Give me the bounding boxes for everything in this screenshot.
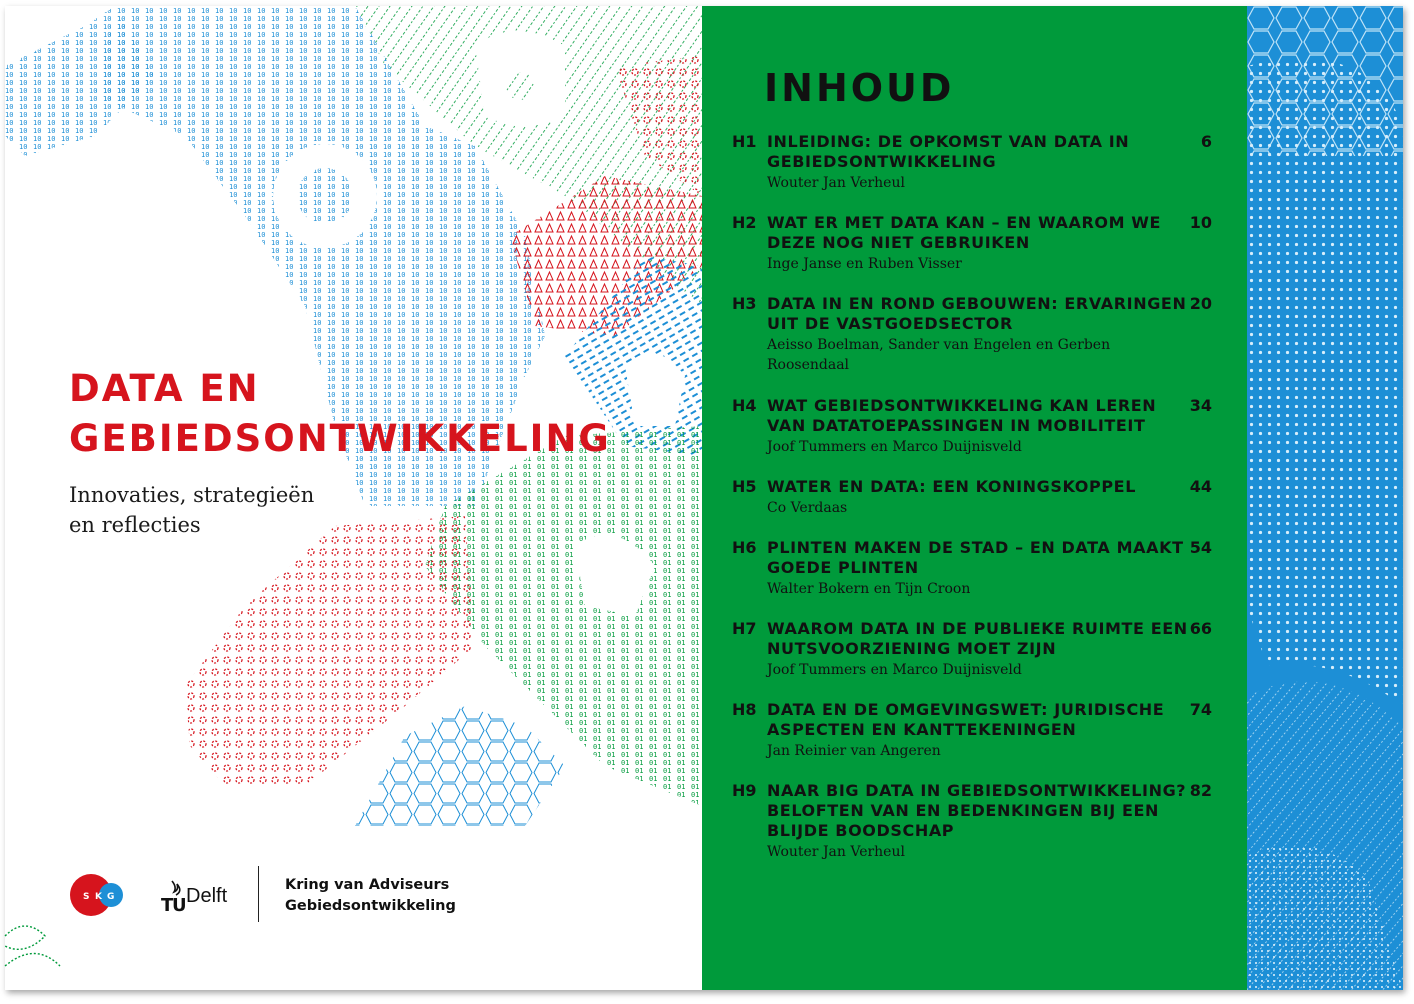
toc-page-number: 10 — [1189, 213, 1212, 232]
next-page-blue-strip — [1247, 6, 1403, 990]
toc-chapter-title — [767, 538, 1184, 578]
toc-chapter-title-line: WAT GEBIEDSONTWIKKELING KAN LEREN — [767, 396, 1157, 415]
toc-chapter-title — [767, 700, 1167, 740]
cover-title — [69, 364, 611, 464]
toc-chapter-title-line: WAT ER MET DATA KAN – EN WAAROM WE — [767, 213, 1162, 232]
toc-chapter-author-line: Aeisso Boelman, Sander van Engelen en Gerben — [767, 337, 1111, 353]
toc-chapter-author-line: Jan Reinier van Angeren — [767, 743, 941, 759]
tudelft-flame-icon — [161, 879, 187, 916]
toc-chapter-author — [767, 660, 1022, 680]
toc-page-number: 66 — [1189, 619, 1212, 638]
toc-chapter-title-line: BLIJDE BOODSCHAP — [767, 821, 955, 840]
toc-chapter-number: H1 — [732, 132, 757, 151]
blue-strip-pattern — [1247, 6, 1403, 990]
toc-chapter-author — [767, 842, 905, 862]
skg-letter-s: S — [83, 892, 90, 902]
toc-chapter-title — [767, 213, 1167, 253]
toc-chapter-author — [767, 579, 970, 599]
toc-chapter-author — [767, 498, 847, 518]
toc-chapter-title-line: NUTSVOORZIENING MOET ZIJN — [767, 639, 1057, 658]
toc-page-number: 74 — [1189, 700, 1212, 719]
toc-chapter-title-line: DATA IN EN ROND GEBOUWEN: ERVARINGEN — [767, 294, 1187, 313]
toc-list — [702, 6, 1247, 990]
toc-chapter-number: H9 — [732, 781, 757, 800]
toc-chapter-number: H4 — [732, 396, 757, 415]
toc-chapter-number: H7 — [732, 619, 757, 638]
cover-title-line-1: DATA EN — [69, 367, 260, 410]
toc-chapter-author — [767, 335, 1110, 375]
toc-chapter-title-line: ASPECTEN EN KANTTEKENINGEN — [767, 720, 1077, 739]
toc-chapter-author-line: Joof Tummers en Marco Duijnisveld — [767, 439, 1022, 455]
toc-chapter-number: H5 — [732, 477, 757, 496]
toc-chapter-author-line: Walter Bokern en Tijn Croon — [767, 581, 971, 597]
toc-chapter-author — [767, 437, 1022, 457]
toc-chapter-title — [767, 396, 1167, 436]
skg-logo — [69, 872, 129, 918]
toc-heading: INHOUD — [764, 66, 955, 110]
toc-chapter-title-line: DATA EN DE OMGEVINGSWET: JURIDISCHE — [767, 700, 1165, 719]
toc-page-number: 54 — [1189, 538, 1212, 557]
toc-page-number: 34 — [1189, 396, 1212, 415]
publisher-logos — [69, 864, 489, 928]
cover-subtitle — [69, 480, 314, 540]
cover-subtitle-line-1: Innovaties, strategieën — [69, 483, 315, 507]
toc-chapter-title-line: PLINTEN MAKEN DE STAD – EN DATA MAAKT — [767, 538, 1184, 557]
toc-chapter-title — [767, 132, 1167, 172]
toc-page-number: 44 — [1189, 477, 1212, 496]
toc-chapter-author-line: Wouter Jan Verheul — [767, 175, 905, 191]
toc-chapter-author-line: Inge Janse en Ruben Visser — [767, 256, 962, 272]
cover-subtitle-line-2: en reflecties — [69, 513, 201, 537]
toc-chapter-author-line: Joof Tummers en Marco Duijnisveld — [767, 662, 1022, 678]
toc-panel — [702, 6, 1247, 990]
toc-chapter-title-line: WATER EN DATA: EEN KONINGSKOPPEL — [767, 477, 1136, 496]
toc-chapter-number: H3 — [732, 294, 757, 313]
toc-page-number: 20 — [1189, 294, 1212, 313]
toc-chapter-number: H2 — [732, 213, 757, 232]
toc-chapter-title-line: INLEIDING: DE OPKOMST VAN DATA IN — [767, 132, 1130, 151]
skg-letter-k: K — [95, 892, 102, 902]
toc-chapter-title-line: NAAR BIG DATA IN GEBIEDSONTWIKKELING? — [767, 781, 1187, 800]
toc-chapter-number: H6 — [732, 538, 757, 557]
toc-chapter-title-line: UIT DE VASTGOEDSECTOR — [767, 314, 1013, 333]
toc-chapter-title-line: GOEDE PLINTEN — [767, 558, 919, 577]
kring-line-2: Gebiedsontwikkeling — [285, 898, 456, 914]
toc-chapter-number: H8 — [732, 700, 757, 719]
kring-logo — [285, 875, 456, 917]
book-spread — [5, 6, 1403, 990]
tudelft-t: T — [161, 895, 174, 916]
toc-chapter-title-line: GEBIEDSONTWIKKELING — [767, 152, 997, 171]
toc-chapter-author — [767, 173, 905, 193]
toc-chapter-title-line: WAAROM DATA IN DE PUBLIEKE RUIMTE EEN — [767, 619, 1188, 638]
toc-chapter-title — [767, 619, 1188, 659]
skg-letter-g: G — [107, 892, 115, 902]
toc-chapter-author-line: Wouter Jan Verheul — [767, 844, 905, 860]
toc-chapter-author-line: Co Verdaas — [767, 500, 848, 516]
toc-chapter-author — [767, 254, 962, 274]
toc-chapter-title — [767, 477, 1167, 497]
toc-chapter-author — [767, 741, 941, 761]
cover-title-line-2: GEBIEDSONTWIKKELING — [69, 417, 611, 460]
toc-page-number: 6 — [1200, 132, 1212, 151]
kring-line-1: Kring van Adviseurs — [285, 877, 450, 893]
logo-divider — [258, 866, 259, 922]
toc-chapter-title-line: VAN DATATOEPASSINGEN IN MOBILITEIT — [767, 416, 1146, 435]
tudelft-logo — [161, 876, 227, 916]
toc-chapter-title — [767, 294, 1187, 334]
toc-chapter-author-line: Roosendaal — [767, 357, 850, 373]
tudelft-logo-text: Delft — [186, 884, 228, 907]
tudelft-u: U — [172, 895, 187, 916]
toc-chapter-title-line: BELOFTEN VAN EN BEDENKINGEN BIJ EEN — [767, 801, 1160, 820]
cover-page — [5, 6, 702, 990]
toc-chapter-title-line: DEZE NOG NIET GEBRUIKEN — [767, 233, 1030, 252]
toc-page-number: 82 — [1189, 781, 1212, 800]
toc-chapter-title — [767, 781, 1187, 841]
